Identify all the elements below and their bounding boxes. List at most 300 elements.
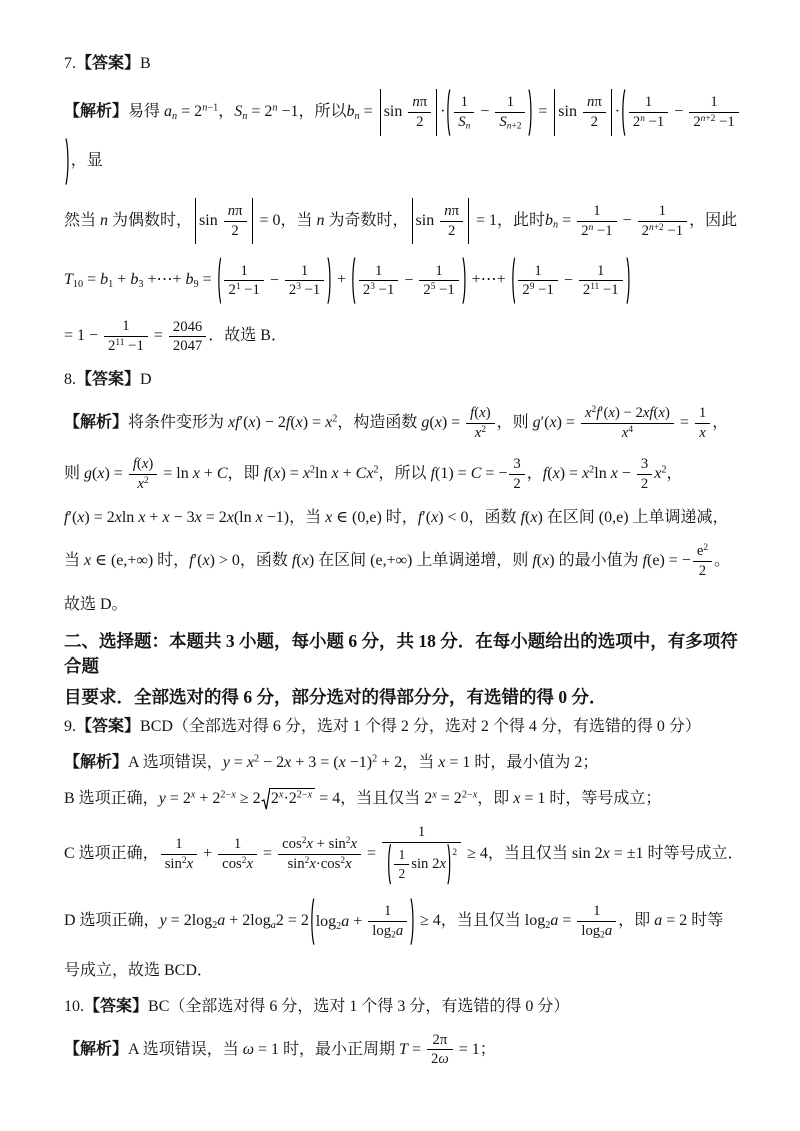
math-variable: n <box>444 202 452 219</box>
text-run: + <box>145 509 163 527</box>
fraction-numerator <box>518 262 557 281</box>
text-run: 2 <box>309 464 316 476</box>
fraction <box>583 93 606 132</box>
fraction <box>440 202 463 241</box>
text-run: ) = <box>104 465 127 483</box>
fraction-numerator <box>454 93 474 112</box>
text-run: + <box>349 912 367 930</box>
math-variable: x <box>248 414 256 432</box>
fraction <box>285 262 324 301</box>
text-run: −1 <box>663 222 684 239</box>
paren-group <box>315 903 409 941</box>
fraction-denominator <box>581 423 674 443</box>
fraction-numerator <box>419 262 458 281</box>
superscript <box>590 282 599 292</box>
text-run: − 3 <box>169 509 195 527</box>
text-run: +2 <box>705 113 716 124</box>
fraction-numerator <box>427 1031 453 1050</box>
math-variable: a <box>164 103 173 121</box>
text-run: A 选项错误， <box>128 754 223 772</box>
math-variable: S <box>499 113 507 130</box>
text-run: ≥ 4，当且仅当 log <box>415 912 546 930</box>
text-run: −1) <box>345 754 373 772</box>
math-variable: n <box>640 113 645 124</box>
text-run: 2 <box>391 930 396 941</box>
text-run: D 选项正确， <box>64 912 160 930</box>
math-variable: n <box>649 222 654 233</box>
text-run: 2046 <box>172 318 203 335</box>
abs-bar-glyph <box>436 89 437 135</box>
text-run: 2 <box>340 855 346 866</box>
fraction <box>408 93 431 132</box>
text-run: 1 <box>175 835 183 852</box>
text-run: ) = <box>559 465 583 483</box>
math-variable: T <box>399 1040 408 1058</box>
right-paren-glyph <box>447 843 451 886</box>
text-run: ) = <box>280 465 303 483</box>
text-run: ′( <box>422 509 432 527</box>
math-variable: x <box>137 476 144 493</box>
text-run: (e) = − <box>647 552 691 570</box>
left-paren-glyph <box>511 256 516 305</box>
q9-analysis-a <box>64 751 744 775</box>
text-run: ， <box>712 414 729 432</box>
text-run: ，即 <box>477 790 514 808</box>
q9-analysis-d2 <box>64 959 744 983</box>
text-run: −1 <box>300 282 321 299</box>
fraction-denominator <box>638 221 687 241</box>
fraction-numerator <box>638 202 687 221</box>
math-variable: x <box>231 789 236 801</box>
math-variable: x <box>608 405 615 422</box>
math-variable: x <box>439 855 446 872</box>
math-variable: n <box>172 111 178 123</box>
text-run: ， <box>526 465 543 483</box>
text-run: ) = <box>302 414 326 432</box>
math-variable: n <box>202 102 208 114</box>
text-run: ( <box>136 456 142 473</box>
fraction <box>495 93 525 133</box>
math-variable: x <box>325 509 333 527</box>
fraction-denominator <box>427 1049 453 1069</box>
fraction <box>419 262 458 301</box>
text-run: ) 在区间 (e,+∞) 上单调递增，则 <box>308 552 533 570</box>
text-run: + <box>113 271 131 289</box>
text-run: +⋯+ <box>467 271 510 289</box>
text-run: = <box>675 414 693 432</box>
text-run: = 0，当 <box>255 211 317 229</box>
text-run: − <box>670 103 688 121</box>
math-variable: n <box>272 102 278 114</box>
math-variable: f <box>532 552 537 570</box>
fraction <box>579 262 623 301</box>
text-run: 则 <box>64 465 85 483</box>
math-variable: x <box>306 835 313 852</box>
fraction-numerator <box>466 404 494 423</box>
superscript <box>220 789 235 800</box>
text-run: e <box>696 543 704 560</box>
math-variable: n <box>553 219 559 231</box>
fraction <box>394 846 409 882</box>
text-run: = <box>558 211 576 229</box>
text-run: ) = <box>556 414 579 432</box>
math-variable: x <box>699 425 706 442</box>
bold-text: 【解析】 <box>64 754 129 772</box>
text-run: ，显 <box>70 152 103 170</box>
text-run: ( <box>653 405 659 422</box>
math-variable: f <box>642 552 648 570</box>
q8-analysis-line2 <box>64 455 744 494</box>
text-run: 2 <box>447 222 456 239</box>
section2-header-line1 <box>64 629 744 680</box>
text-run: D <box>140 371 152 389</box>
text-run: π <box>235 202 243 219</box>
math-variable: f <box>291 552 297 570</box>
text-run: π <box>594 94 602 111</box>
document-content <box>64 52 744 1069</box>
math-variable: x <box>338 754 346 772</box>
text-run: = <box>363 844 381 862</box>
math-variable: x <box>284 754 292 772</box>
text-run: 2 <box>253 753 260 765</box>
text-run: = 1 时，等号成立； <box>520 790 662 808</box>
fraction <box>169 318 206 357</box>
bold-text: 【解析】 <box>64 414 129 432</box>
abs-bar-glyph <box>252 198 253 244</box>
text-run: ·cos <box>315 855 341 872</box>
math-variable: x <box>472 789 478 801</box>
math-variable: y <box>222 754 230 772</box>
text-run: ln <box>121 509 139 527</box>
q10-analysis-a <box>64 1031 744 1070</box>
math-variable: f <box>520 509 526 527</box>
math-variable: C <box>470 465 482 483</box>
text-run: − <box>476 103 494 121</box>
fraction-numerator <box>382 823 461 842</box>
math-variable: ω <box>242 1040 254 1058</box>
text-run: −1 <box>534 282 554 299</box>
text-run: 2 <box>304 855 310 866</box>
fraction-denominator <box>495 112 525 133</box>
text-run: 2 <box>581 222 589 239</box>
superscript <box>649 223 664 233</box>
text-run: 2 <box>181 855 187 866</box>
paren-group <box>627 94 741 131</box>
text-run: + <box>338 465 356 483</box>
text-run: −1 <box>207 102 219 114</box>
fraction <box>638 202 687 241</box>
text-run: = <box>229 754 247 772</box>
right-paren-glyph <box>65 137 70 186</box>
text-run: + <box>333 271 351 289</box>
text-run: + 2 <box>195 790 221 808</box>
math-variable: n <box>227 202 236 219</box>
abs-bar-glyph <box>412 198 413 244</box>
text-run: 2 <box>332 413 338 425</box>
fraction-numerator <box>224 262 263 281</box>
fraction-denominator <box>104 336 148 356</box>
text-run: 2 <box>143 476 149 487</box>
text-run: − 2 <box>259 754 285 772</box>
fraction <box>218 835 257 874</box>
section2-header-line2 <box>64 685 744 710</box>
text-run: = <box>198 271 216 289</box>
fraction <box>689 93 738 132</box>
fraction-numerator <box>394 846 409 863</box>
fraction-numerator <box>169 318 206 337</box>
text-run: 2 <box>600 930 605 941</box>
fraction-numerator <box>278 835 361 854</box>
text-run: 然当 <box>64 211 101 229</box>
text-run: − <box>559 271 577 289</box>
fraction <box>368 902 407 942</box>
fraction-denominator <box>419 280 458 300</box>
fraction <box>454 93 474 133</box>
text-run: 2π <box>432 1031 448 1048</box>
math-variable: x <box>434 414 442 432</box>
text-run: ′( <box>68 509 78 527</box>
math-variable: b <box>545 211 554 229</box>
text-run: ′( <box>193 552 203 570</box>
text-run: 1 <box>300 262 309 279</box>
text-run: 2 <box>632 114 641 131</box>
superscript <box>703 543 708 553</box>
math-variable: x <box>273 465 281 483</box>
text-run: = 2 <box>436 790 462 808</box>
fraction-numerator <box>581 404 674 423</box>
bold-text: 【答案】 <box>84 997 149 1015</box>
fraction-denominator <box>169 336 206 356</box>
text-run: 2 <box>591 405 597 416</box>
text-run: 2 <box>398 865 406 881</box>
text-run: ，即 <box>618 912 655 930</box>
left-paren-glyph <box>621 88 626 137</box>
text-run: = 4，当且仅当 2 <box>315 790 433 808</box>
math-variable: x <box>77 509 85 527</box>
text-run: BC（全部选对得 6 分，选对 1 个得 3 分，有选错的得 0 分） <box>148 997 570 1015</box>
math-variable: x <box>610 465 618 483</box>
text-run: −1，所以 <box>277 103 347 121</box>
text-run: ( <box>268 465 274 483</box>
q7-analysis-line1 <box>64 88 744 186</box>
text-run: 1 <box>460 93 468 110</box>
text-run: 1 <box>644 94 653 111</box>
fraction-denominator <box>382 842 461 886</box>
text-run: ′( <box>540 414 550 432</box>
math-variable: x <box>255 509 263 527</box>
text-run: = 1 时，最小值为 2； <box>445 754 599 772</box>
math-variable: x <box>654 465 662 483</box>
left-paren-glyph <box>351 256 356 305</box>
text-run: log <box>315 912 337 930</box>
text-run: 1 <box>122 318 130 335</box>
q7-analysis-line4 <box>64 317 744 356</box>
q9-analysis-b <box>64 787 744 811</box>
math-variable: x <box>474 425 482 442</box>
text-run: ( <box>474 405 480 422</box>
text-run: 2 <box>640 476 649 493</box>
fraction-denominator <box>577 921 616 942</box>
right-paren-glyph <box>528 88 533 137</box>
superscript <box>481 425 486 435</box>
text-run: 2 <box>589 464 595 476</box>
q7-answer <box>64 52 744 76</box>
text-run: A 选项错误，当 <box>128 1040 243 1058</box>
math-variable: g <box>532 414 541 432</box>
text-run: = ±1 时等号成立． <box>609 844 744 862</box>
math-variable: x <box>513 790 521 808</box>
text-run: 2 <box>693 114 701 131</box>
fraction <box>581 404 674 443</box>
bold-text: 【解析】 <box>64 1040 129 1058</box>
math-variable: x <box>431 509 439 527</box>
text-run: +⋯+ <box>143 271 186 289</box>
text-run: −1 <box>240 282 260 299</box>
fraction <box>577 202 616 241</box>
math-variable: n <box>242 111 248 123</box>
math-variable: x <box>552 465 560 483</box>
fraction-numerator <box>359 262 398 281</box>
text-run: ( <box>92 465 98 483</box>
math-variable: f <box>64 509 69 527</box>
text-run: 2 <box>423 282 431 299</box>
text-run: 4 <box>628 425 634 436</box>
math-variable: x <box>141 456 149 473</box>
text-run: cos <box>282 835 302 852</box>
text-run: = <box>259 844 277 862</box>
text-run: 2 <box>241 855 247 866</box>
q8-answer <box>64 368 744 392</box>
text-run: 2 <box>641 222 649 239</box>
math-variable: x <box>530 509 538 527</box>
text-run: 1 <box>597 262 605 279</box>
text-run: 1 <box>384 903 392 920</box>
abs-group <box>558 94 607 131</box>
fraction-denominator <box>577 221 616 241</box>
text-run: ( <box>429 414 435 432</box>
text-run: (1) = <box>435 465 471 483</box>
math-variable: b <box>130 271 139 289</box>
text-run: BCD（全部选对得 6 分，选对 1 个得 2 分，选对 2 个得 4 分，有选错的得 0 分） <box>140 718 701 736</box>
text-run: 3 <box>370 282 375 293</box>
math-variable: f <box>417 509 423 527</box>
text-run: = 1 时，最小正周期 <box>254 1040 400 1058</box>
math-variable: x <box>658 405 665 422</box>
text-run: B 选项正确， <box>64 790 159 808</box>
fraction-denominator <box>218 854 257 874</box>
text-run: = 2 <box>177 103 203 121</box>
text-run: log <box>372 923 392 940</box>
q9-analysis-d <box>64 897 744 946</box>
fraction <box>129 455 157 494</box>
math-variable: x <box>246 855 254 872</box>
fraction <box>693 542 712 581</box>
fraction-denominator <box>368 921 407 942</box>
right-paren-glyph <box>462 256 467 305</box>
q8-analysis-line4 <box>64 542 744 581</box>
text-run: ′( <box>239 414 249 432</box>
text-run: ，构造函数 <box>337 414 422 432</box>
text-run: ) <box>148 456 154 473</box>
text-run: 2 = 2 <box>275 912 309 930</box>
text-run: sin <box>558 103 581 121</box>
fraction-denominator <box>129 474 157 494</box>
fraction-denominator <box>359 280 398 300</box>
math-variable: x <box>301 552 309 570</box>
math-variable: C <box>216 465 228 483</box>
text-run: 2 <box>301 835 307 846</box>
abs-group <box>199 202 248 239</box>
math-variable: n <box>100 211 109 229</box>
math-variable: a <box>217 912 226 930</box>
text-run: 2 <box>703 543 709 554</box>
text-run: 2 <box>416 114 424 131</box>
bold-text: 【解析】 <box>64 103 129 121</box>
math-variable: y <box>159 912 167 930</box>
fraction <box>104 317 148 356</box>
fraction-numerator <box>368 902 407 921</box>
text-run: − <box>265 271 283 289</box>
left-paren-glyph <box>387 843 391 886</box>
text-run: · <box>440 103 446 121</box>
math-variable: b <box>185 271 194 289</box>
abs-bar-glyph <box>611 89 612 135</box>
text-run: 2 <box>582 282 591 299</box>
text-run: 2047 <box>172 338 203 355</box>
text-run: 3 <box>640 456 649 473</box>
text-run: 10 <box>72 279 84 291</box>
text-run: 1 <box>698 405 707 422</box>
text-run: 1 <box>593 903 601 920</box>
text-run: 2 <box>362 282 371 299</box>
text-run: 1 <box>108 279 114 291</box>
text-run: 2 <box>430 1051 439 1068</box>
fraction-numerator <box>637 455 652 474</box>
math-variable: x <box>114 509 122 527</box>
math-variable: f <box>189 552 194 570</box>
subscript <box>73 279 83 290</box>
math-variable: f <box>285 414 291 432</box>
text-run: 2 <box>481 425 487 436</box>
q7-analysis-line3 <box>64 256 744 305</box>
text-run: 2 <box>345 835 351 846</box>
math-variable: n <box>354 111 360 123</box>
paren-group <box>516 262 624 299</box>
fraction <box>382 823 461 885</box>
text-run: 2− <box>296 789 308 801</box>
fraction-denominator <box>285 280 324 300</box>
fraction-numerator <box>440 202 463 221</box>
text-run: 9 <box>529 282 535 293</box>
bold-text: 【答案】 <box>76 371 141 389</box>
math-variable: x <box>438 754 446 772</box>
text-run: ，因此 <box>689 211 738 229</box>
paren-group <box>357 262 461 299</box>
text-run: 1 <box>506 93 515 110</box>
fraction-numerator <box>285 262 324 281</box>
text-run: 2 <box>108 338 116 355</box>
text-run: sin 2 <box>411 855 440 872</box>
text-run: ．故选 B． <box>208 327 287 345</box>
fraction-denominator <box>583 112 606 132</box>
fraction <box>466 404 494 443</box>
text-run: ′( <box>600 405 609 422</box>
math-variable: x <box>190 789 196 801</box>
text-run: sin <box>415 211 439 229</box>
text-run: = ln <box>159 465 193 483</box>
math-variable: y <box>158 790 166 808</box>
text-run: = 2 时等 <box>662 912 724 930</box>
